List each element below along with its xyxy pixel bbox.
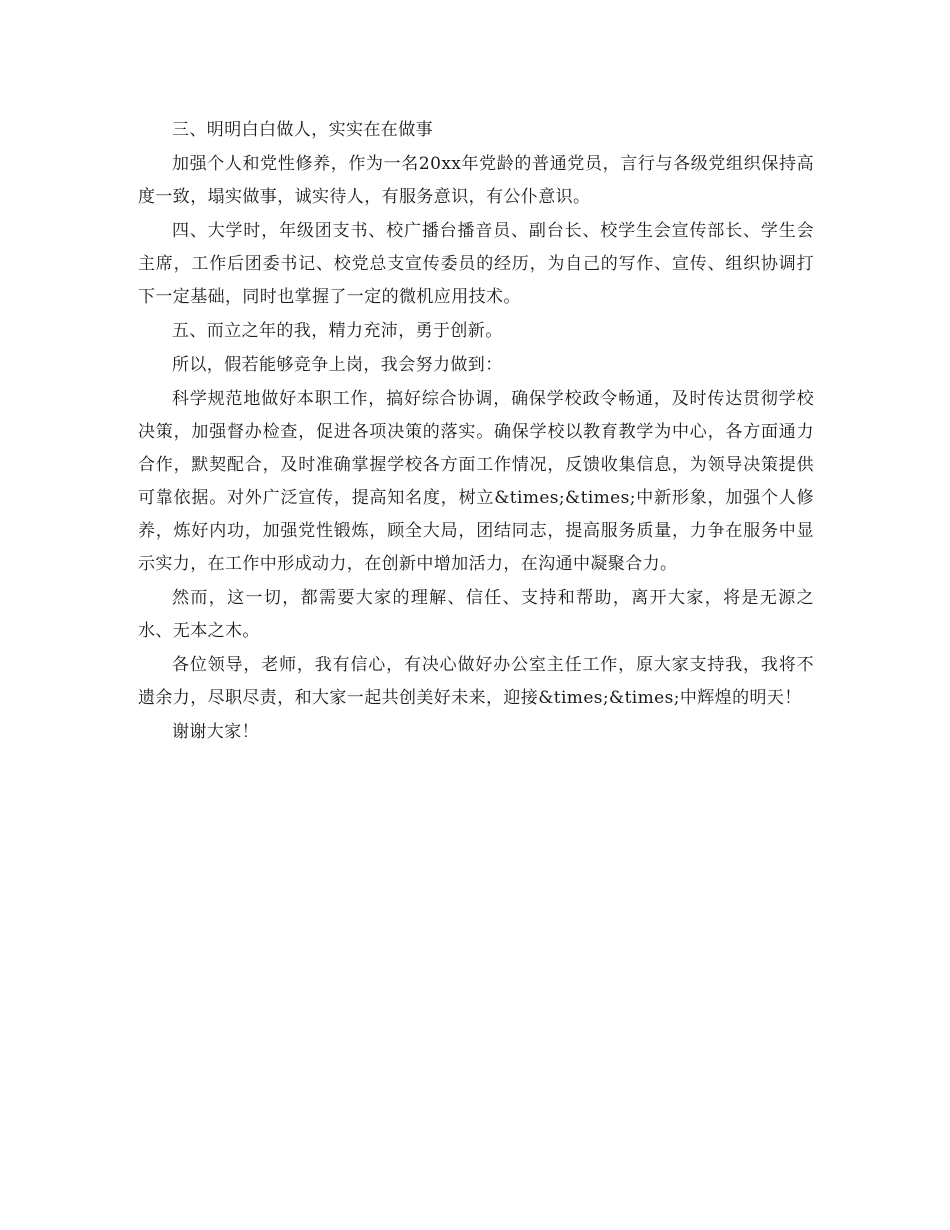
- document-body: [138, 114, 814, 750]
- paragraph-work-plan: 科学规范地做好本职工作，搞好综合协调，确保学校政令畅通，及时传达贯彻学校决策，加强督办检查，促进各项决策的落实。确保学校以教育教学为中心，各方面通力合作，默契配合，及时准确掌握学校各方面工作情况，反馈收集信息，为领导决策提供可靠依据。对外广泛宣传，提高知名度，树立&times;&times;中新形象，加强个人修养，炼好内功，加强党性锻炼，顾全大局，团结同志，提高服务质量，力争在服务中显示实力，在工作中形成动力，在创新中增加活力，在沟通中凝聚合力。: [138, 389, 814, 574]
- paragraph-support-needed: 然而，这一切，都需要大家的理解、信任、支持和帮助，离开大家，将是无源之水、无本之木。: [138, 588, 814, 641]
- paragraph-section-3-heading: 三、明明白白做人，实实在在做事: [172, 120, 433, 140]
- paragraph-section-5: 五、而立之年的我，精力充沛，勇于创新。: [172, 321, 503, 341]
- paragraph-thanks: 谢谢大家！: [172, 722, 259, 742]
- paragraph-closing-pledge: 各位领导，老师，我有信心，有决心做好办公室主任工作，原大家支持我，我将不遗余力，尽职尽责，和大家一起共创美好未来，迎接&times;&times;中辉煌的明天！: [138, 655, 814, 708]
- paragraph-section-4-experience: 四、大学时，年级团支书、校广播台播音员、副台长、校学生会宣传部长、学生会主席，工作后团委书记、校党总支宣传委员的经历，为自己的写作、宣传、组织协调打下一定基础，同时也掌握了一定的微机应用技术。: [138, 221, 814, 307]
- paragraph-party-cultivation: 加强个人和党性修养，作为一名20xx年党龄的普通党员，言行与各级党组织保持高度一致，塌实做事，诚实待人，有服务意识，有公仆意识。: [138, 154, 814, 207]
- paragraph-commitment-intro: 所以，假若能够竞争上岗，我会努力做到：: [172, 355, 503, 375]
